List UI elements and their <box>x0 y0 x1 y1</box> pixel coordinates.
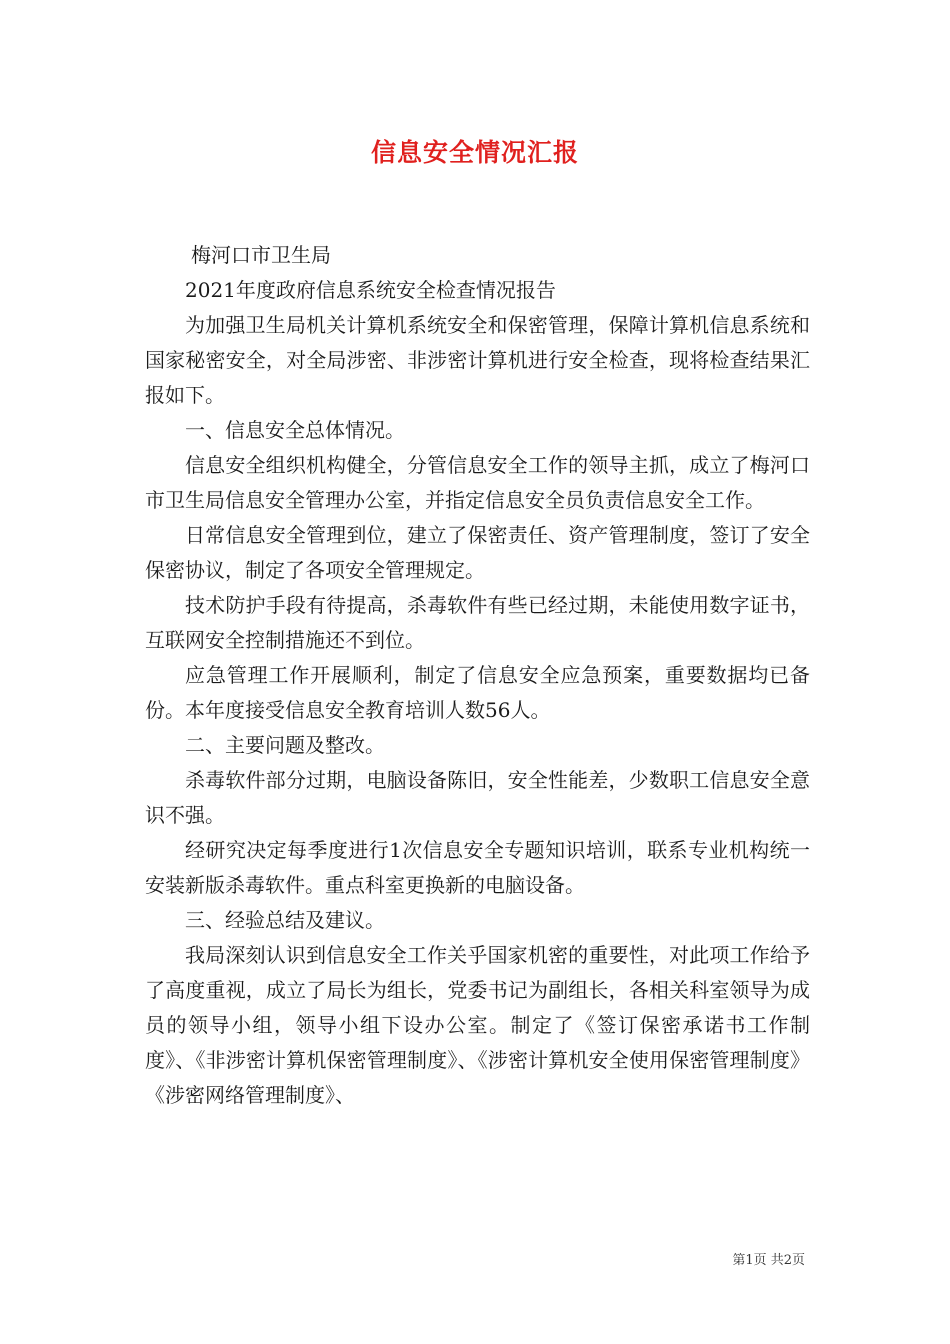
page-number: 第1页 共2页 <box>732 1253 805 1268</box>
section-heading: 一、信息安全总体情况。 <box>185 418 405 442</box>
paragraph: 经研究决定每季度进行1次信息安全专题知识培训，联系专业机构统一安装新版杀毒软件。重点科室更换新的电脑设备。 <box>145 838 810 897</box>
paragraph: 我局深刻认识到信息安全工作关乎国家机密的重要性，对此项工作给予了高度重视，成立了局长为组长，党委书记为副组长，各相关科室领导为成员的领导小组，领导小组下设办公室。制定了《签订保密承诺书工作制度》、《非涉密计算机保密管理制度》、《涉密计算机安全使用保密管理制度》《涉密网络管理制度》、 <box>145 943 810 1107</box>
paragraph: 日常信息安全管理到位，建立了保密责任、资产管理制度，签订了安全保密协议，制定了各项安全管理规定。 <box>145 523 810 582</box>
organization-name: 梅河口市卫生局 <box>191 243 331 267</box>
paragraph: 信息安全组织机构健全，分管信息安全工作的领导主抓，成立了梅河口市卫生局信息安全管理办公室，并指定信息安全员负责信息安全工作。 <box>145 453 810 512</box>
paragraph: 应急管理工作开展顺利，制定了信息安全应急预案，重要数据均已备份。本年度接受信息安全教育培训人数56人。 <box>145 663 810 722</box>
report-subtitle: 2021年度政府信息系统安全检查情况报告 <box>185 278 556 302</box>
paragraph: 为加强卫生局机关计算机系统安全和保密管理，保障计算机信息系统和国家秘密安全，对全局涉密、非涉密计算机进行安全检查，现将检查结果汇报如下。 <box>145 313 810 407</box>
document-body <box>145 238 810 1113</box>
paragraph: 杀毒软件部分过期，电脑设备陈旧，安全性能差，少数职工信息安全意识不强。 <box>145 768 810 827</box>
section-heading: 三、经验总结及建议。 <box>185 908 385 932</box>
section-heading: 二、主要问题及整改。 <box>185 733 385 757</box>
document-title: 信息安全情况汇报 <box>370 138 579 167</box>
paragraph: 技术防护手段有待提高，杀毒软件有些已经过期，未能使用数字证书，互联网安全控制措施还不到位。 <box>145 593 810 652</box>
